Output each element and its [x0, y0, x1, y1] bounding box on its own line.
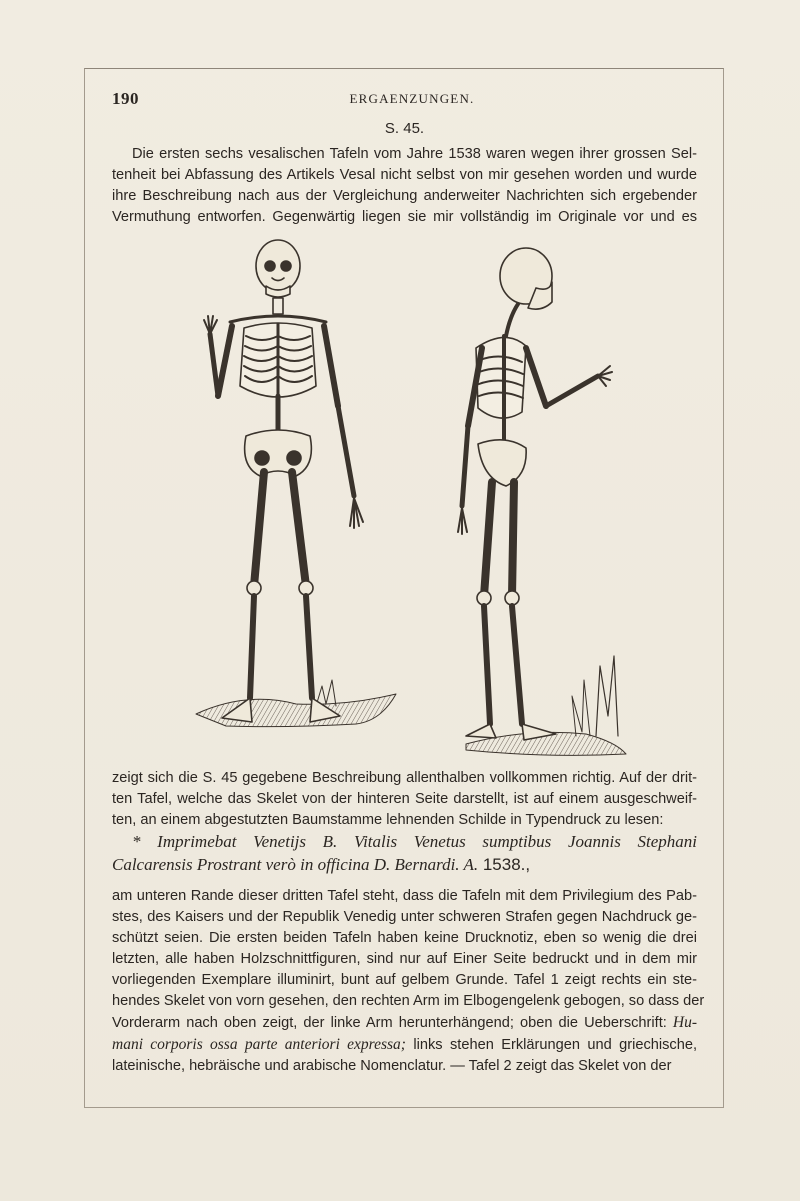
paragraph-plates — [112, 886, 705, 1077]
text-line: lateinische, hebräische und arabische Nomenclatur. — Tafel 2 zeigt das Skelet von der — [112, 1058, 672, 1074]
skeleton-illustration — [166, 236, 636, 762]
skeleton-back-view — [458, 248, 626, 755]
text-line — [112, 1034, 697, 1056]
text-line: ten Tafel, welche das Skelet von der hinteren Seite darstellt, ist auf einem ausgeschweif- — [112, 791, 697, 807]
text-line: hendes Skelet von vorn gesehen, den rechten Arm im Elbogengelenk gebogen, so dass der — [112, 993, 705, 1009]
italic-title: mani corporis ossa parte anteriori expressa; — [112, 1036, 406, 1053]
text-line: am unteren Rande dieser dritten Tafel steht, dass die Tafeln mit dem Privilegium des Pab- — [112, 888, 697, 904]
text-line: vorliegenden Exemplare illuminirt, bunt auf gelbem Grunde. Tafel 1 zeigt rechts ein ste- — [112, 972, 697, 988]
skeleton-front-view — [196, 240, 396, 727]
text-line-part: links stehen Erklärungen und griechische, — [405, 1037, 698, 1053]
running-head: ERGAENZUNGEN. — [349, 91, 475, 106]
imprint-line-2-text: Calcarensis Prostrant verò in officina D. Bernardi. A. — [112, 855, 479, 874]
text-line: ten, an einem abgestutzten Baumstamme lehnenden Schilde in Typendruck zu lesen: — [112, 812, 664, 828]
page-header — [112, 89, 712, 113]
imprint-line-1: * Imprimebat Venetijs B. Vitalis Venetus sumptibus Joannis Stephani — [132, 832, 697, 851]
text-line: stes, des Kaisers und der Republik Venedig unter schweren Strafen gegen Nachdruck ge- — [112, 909, 697, 925]
text-line — [112, 1012, 697, 1034]
text-line: Die ersten sechs vesalischen Tafeln vom Jahre 1538 waren wegen ihrer grossen Sel- — [132, 146, 697, 162]
page-number: 190 — [112, 89, 139, 108]
text-line: Vermuthung entworfen. Gegenwärtig liegen sie mir vollständig im Originale vor und es — [112, 209, 697, 225]
text-line: schützt seien. Die ersten beiden Tafeln haben keine Drucknotiz, eben so wenig die drei — [112, 930, 697, 946]
italic-text: Hu- — [672, 1014, 697, 1031]
text-line: zeigt sich die S. 45 gegebene Beschreibung allenthalben vollkommen richtig. Auf der drit- — [112, 770, 697, 786]
imprint-line-2 — [112, 853, 697, 876]
text-line-part: Vorderarm nach oben zeigt, der linke Arm herunterhängend; oben die Ueberschrift: — [112, 1015, 667, 1031]
text-line: tenheit bei Abfassung des Artikels Vesal nicht selbst von mir gesehen worden und wurde — [112, 167, 697, 183]
text-line: letzten, alle haben Holzschnittfiguren, sind nur auf Einer Seite bedruckt und in dem mir — [112, 951, 697, 967]
section-heading: S. 45. — [384, 120, 425, 137]
paragraph-description — [112, 768, 697, 831]
text-line: ihre Beschreibung nach aus der Vergleichung anderweiter Nachrichten sich ergebender — [112, 188, 697, 204]
imprint-year: 1538., — [478, 855, 531, 874]
imprint-quote — [112, 830, 697, 876]
paragraph-intro — [112, 144, 697, 228]
